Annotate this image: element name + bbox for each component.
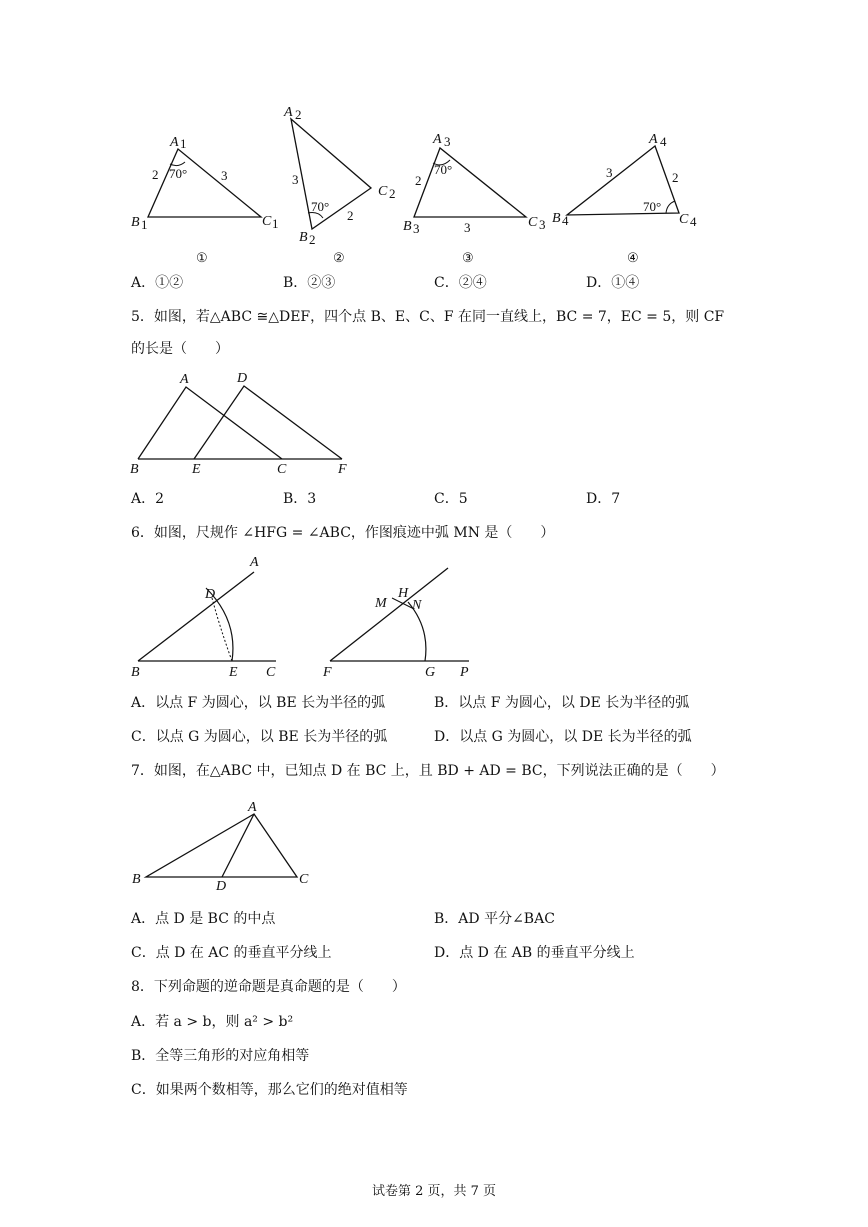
svg-text:N: N	[412, 598, 422, 613]
svg-text:A: A	[433, 132, 442, 147]
q8-option-b[interactable]: B．全等三角形的对应角相等	[131, 1048, 310, 1064]
q4-figures	[0, 95, 868, 270]
q5-stem-line1: 5．如图，若△ABC ≅△DEF，四个点 B、E、C、F 在同一直线上，BC = 7，EC = 5，则 CF	[131, 309, 725, 325]
svg-text:4: 4	[562, 213, 569, 228]
svg-text:③: ③	[462, 250, 474, 265]
svg-text:4: 4	[660, 134, 667, 149]
svg-text:C: C	[277, 462, 287, 475]
svg-text:2: 2	[389, 186, 396, 201]
q4-triangle-2	[283, 105, 396, 265]
svg-text:1: 1	[180, 136, 187, 151]
svg-text:3: 3	[464, 220, 471, 235]
svg-text:A: A	[180, 372, 189, 387]
svg-text:C: C	[262, 214, 272, 229]
svg-text:B: B	[403, 219, 412, 234]
q6-stem: 6．如图，尺规作 ∠HFG = ∠ABC，作图痕迹中弧 MN 是（ ）	[131, 525, 555, 541]
svg-text:B: B	[552, 211, 561, 226]
svg-text:F: F	[338, 462, 347, 475]
svg-text:C: C	[378, 184, 388, 199]
svg-text:3: 3	[539, 217, 546, 232]
q4-option-b[interactable]: B．②③	[283, 275, 336, 291]
svg-text:F: F	[323, 665, 332, 680]
svg-text:D: D	[237, 371, 248, 386]
svg-text:④: ④	[627, 250, 639, 265]
svg-text:A: A	[284, 105, 293, 120]
svg-text:3: 3	[292, 172, 299, 187]
svg-text:2: 2	[672, 170, 679, 185]
svg-text:2: 2	[295, 107, 302, 122]
svg-text:B: B	[131, 665, 140, 680]
svg-text:H: H	[398, 586, 409, 601]
svg-text:2: 2	[415, 173, 422, 188]
svg-text:A: A	[170, 135, 179, 150]
svg-text:C: C	[679, 212, 689, 227]
svg-text:1: 1	[141, 217, 148, 232]
svg-text:A: A	[250, 555, 259, 570]
q5-option-b[interactable]: B．3	[283, 491, 317, 507]
svg-text:C: C	[299, 872, 309, 887]
svg-text:①: ①	[196, 250, 208, 265]
q6-option-b[interactable]: B．以点 F 为圆心，以 DE 长为半径的弧	[434, 695, 690, 711]
svg-text:3: 3	[413, 221, 420, 236]
q4-option-d[interactable]: D．①④	[586, 275, 640, 291]
svg-text:E: E	[192, 462, 201, 475]
q6-figure-2	[322, 568, 469, 680]
q5-option-d[interactable]: D．7	[586, 491, 621, 507]
q4-option-a[interactable]: A．①②	[131, 275, 184, 291]
svg-text:G: G	[425, 665, 436, 680]
q8-stem: 8．下列命题的逆命题是真命题的是（ ）	[131, 979, 406, 995]
q7-stem: 7．如图，在△ABC 中，已知点 D 在 BC 上，且 BD + AD = BC，下列说法正确的是（ ）	[131, 763, 725, 779]
q6-figures	[0, 548, 868, 683]
svg-text:2: 2	[309, 232, 316, 247]
svg-text:C: C	[528, 215, 538, 230]
q6-figure-1	[131, 555, 276, 680]
q7-option-b[interactable]: B．AD 平分∠BAC	[434, 911, 555, 927]
q5-figure	[0, 365, 868, 475]
q7-option-c[interactable]: C．点 D 在 AC 的垂直平分线上	[131, 945, 332, 961]
svg-text:A: A	[649, 132, 658, 147]
svg-text:70°: 70°	[169, 166, 188, 181]
svg-text:C: C	[266, 665, 276, 680]
q5-stem-line2: 的长是（ ）	[131, 341, 229, 357]
q5-option-c[interactable]: C．5	[434, 491, 468, 507]
svg-text:3: 3	[444, 134, 451, 149]
svg-text:P: P	[460, 665, 469, 680]
svg-text:D: D	[205, 587, 216, 602]
svg-text:B: B	[131, 215, 140, 230]
svg-text:B: B	[130, 462, 139, 475]
svg-text:2: 2	[347, 208, 354, 223]
q5-option-a[interactable]: A．2	[131, 491, 165, 507]
svg-text:3: 3	[606, 165, 613, 180]
svg-text:②: ②	[333, 250, 345, 265]
q4-option-c[interactable]: C．②④	[434, 275, 487, 291]
svg-text:1: 1	[272, 216, 279, 231]
q8-option-a[interactable]: A．若 a > b，则 a² > b²	[131, 1014, 294, 1030]
q6-option-d[interactable]: D．以点 G 为圆心，以 DE 长为半径的弧	[434, 729, 692, 745]
svg-text:2: 2	[152, 167, 159, 182]
q8-option-c[interactable]: C．如果两个数相等，那么它们的绝对值相等	[131, 1082, 408, 1098]
page-footer: 试卷第 2 页，共 7 页	[371, 1184, 497, 1199]
svg-text:D: D	[216, 879, 227, 894]
q6-option-c[interactable]: C．以点 G 为圆心，以 BE 长为半径的弧	[131, 729, 388, 745]
q4-triangle-4	[552, 132, 697, 265]
q4-triangle-3	[403, 132, 546, 265]
q4-triangle-1	[131, 135, 279, 265]
svg-text:70°: 70°	[434, 162, 453, 177]
svg-text:A: A	[248, 800, 257, 815]
q7-option-a[interactable]: A．点 D 是 BC 的中点	[131, 911, 276, 927]
svg-text:M: M	[375, 596, 387, 611]
q7-option-d[interactable]: D．点 D 在 AB 的垂直平分线上	[434, 945, 635, 961]
svg-text:3: 3	[221, 168, 228, 183]
svg-text:B: B	[299, 230, 308, 245]
svg-text:E: E	[229, 665, 238, 680]
svg-text:70°: 70°	[311, 199, 330, 214]
q6-option-a[interactable]: A．以点 F 为圆心，以 BE 长为半径的弧	[131, 695, 386, 711]
svg-text:4: 4	[690, 214, 697, 229]
svg-text:70°: 70°	[643, 199, 662, 214]
svg-text:B: B	[132, 872, 141, 887]
q7-figure	[0, 795, 868, 895]
